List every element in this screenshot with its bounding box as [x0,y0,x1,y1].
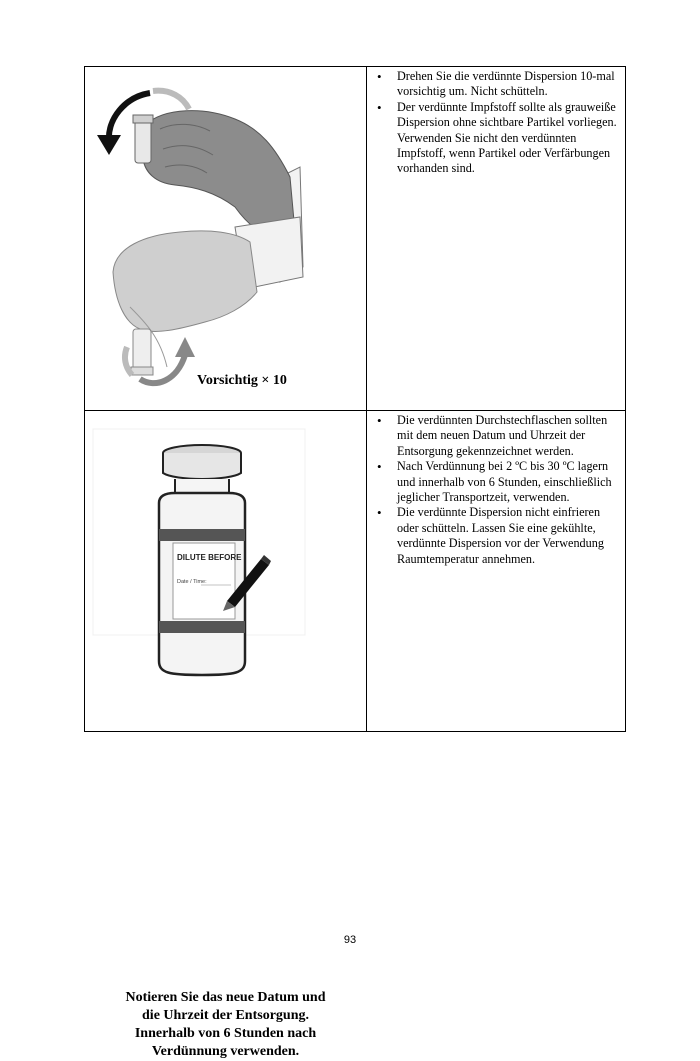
list-item: • Die verdünnten Durchstechflaschen sollten mit dem neuen Datum und Uhrzeit der Entsorgung gekennzeichnet werden. [371,413,621,459]
vial-labeling-illustration [85,411,366,731]
page-number: 93 [343,934,357,946]
caption-line: Notieren Sie das neue Datum und [125,990,326,1005]
caption-line: Verdünnung verwenden. [151,1044,300,1059]
list-item: • Nach Verdünnung bei 2 ºC bis 30 ºC lagern und innerhalb von 6 Stunden, einschließlich jeglicher Transportzeit, verwenden. [371,459,621,505]
label-bullet-list [371,413,621,567]
invert-instructions-cell [367,67,625,410]
invert-illustration-cell [85,67,366,410]
invert-bullet-list [371,69,621,177]
list-item: • Drehen Sie die verdünnte Dispersion 10-mal vorsichtig um. Nicht schütteln. [371,69,621,100]
caption-line: die Uhrzeit der Entsorgung. [142,1008,309,1023]
list-item: • Die verdünnte Dispersion nicht einfrieren oder schütteln. Lassen Sie eine gekühlte, verdünnte Dispersion vor der Verwendung Raumtemperatur annehmen. [371,505,621,567]
vial-label-field: Date / Time: [177,579,207,585]
list-item: • Der verdünnte Impfstoff sollte als grauweiße Dispersion ohne sichtbare Partikel vorliegen. Verwenden Sie nicht den verdünnten Impfstoff, wenn Partikel oder Verfärbungen vorhanden sind. [371,100,621,177]
vial-label-title: DILUTE BEFORE [177,553,242,562]
label-caption [85,989,366,1061]
label-instructions-cell [367,411,625,731]
invert-caption: Vorsichtig × 10 [197,373,287,388]
caption-line: Innerhalb von 6 Stunden nach [134,1026,317,1041]
gloved-hands-inverting-vial-illustration [85,67,366,410]
